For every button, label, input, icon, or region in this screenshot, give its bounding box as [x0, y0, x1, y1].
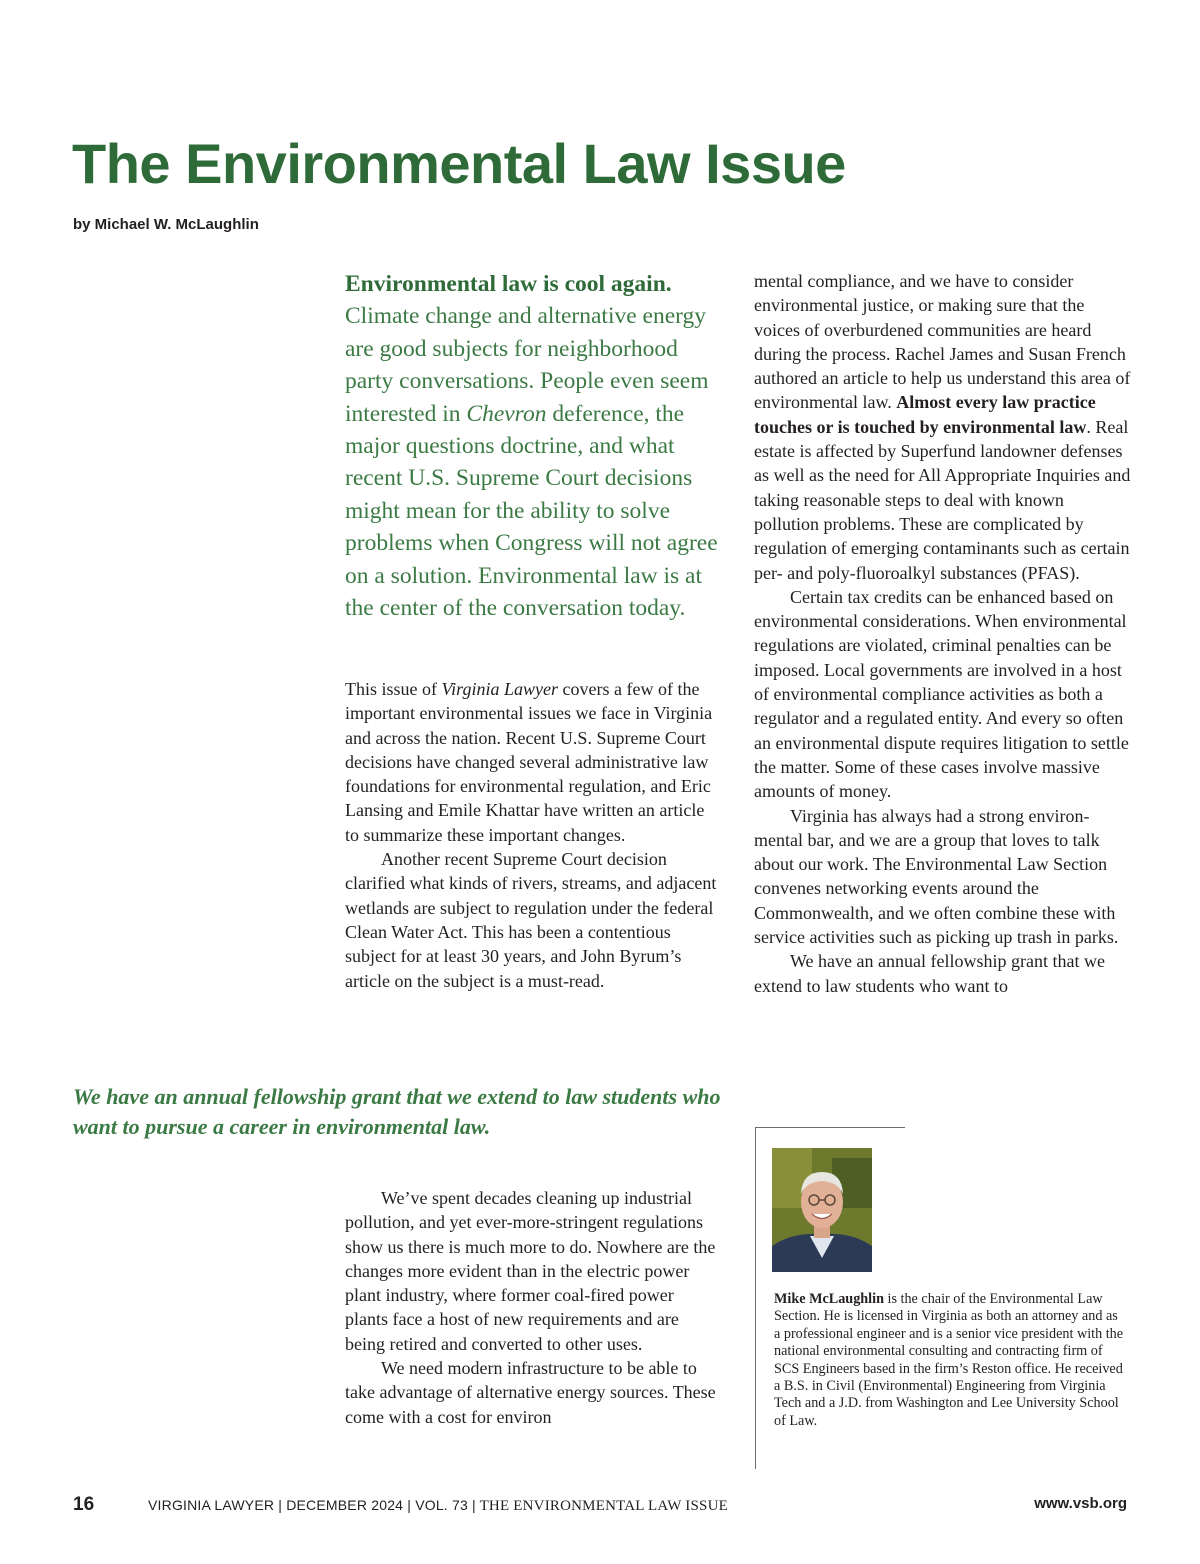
article-title: The Environmental Law Issue [72, 132, 846, 195]
body-paragraph-3: We’ve spent decades cleaning up industrial pollution, and yet ever-more-stringent regulations show us there is much more to do. Nowhere are the changes more evident than in the electric power plant industry, where former coal-fired power plants face a host of new requirements and are being retired and converted to other uses. [345, 1188, 716, 1354]
body-paragraph-7: We have an annual fellowship grant that we extend to law students who want to [754, 951, 1105, 996]
lead-text-1: Climate change and alternative energy are good subjects for neighborhood party conversations. People even seem interested in [345, 303, 709, 427]
body-p4-bold: Almost every law practice touches or is touched by environmental law [754, 392, 1096, 437]
page-number: 16 [73, 1494, 95, 1515]
body-column-right [754, 269, 1132, 998]
lead-bold: Environmental law is cool again. [345, 271, 672, 297]
body-p4-b: . Real estate is affected by Superfund landowner defenses as well as the need for All Appropriate Inquiries and taking reasonable steps to deal with known pollution problems. These are complicated by regulation of emerging contaminants such as certain per- and poly-fluoroalkyl substances (PFAS). [754, 416, 1131, 583]
lead-italic: Chevron [466, 400, 547, 427]
bio-divider-horizontal [755, 1127, 905, 1128]
body-paragraph-4-continued [754, 269, 1132, 585]
body-paragraph-5: Certain tax credits can be enhanced based on environmental considerations. When environmental regulations are violated, criminal penalties can be imposed. Local governments are involved in a host of environmental compliance activities as both a regulator and a regulated entity. And every so often an environmental dispute requires litigation to settle the matter. Some of these cases involve massive amounts of money. [754, 586, 1129, 802]
author-bio [774, 1291, 1126, 1430]
lead-text-2: deference, the major questions doctrine, and what recent U.S. Supreme Court decisions might mean for the ability to solve problems when Congress will not agree on a solution. Environmental law is at the center of the conversation today. [345, 400, 718, 622]
body-column-left-top [345, 677, 720, 993]
body-p1-a: This issue of [345, 679, 442, 699]
body-p4-tail: mental compliance, and we have to consider environmental justice, or making sure that the voices of overburdened communities are heard during the process. Rachel James and Susan French authored an article to help us understand this area of environmental law. [754, 271, 1131, 413]
body-paragraph-6: Virginia has always had a strong environmental bar, and we are a group that loves to talk about our work. The Environmental Law Section convenes networking events around the Commonwealth, and we often combine these with service activities such as picking up trash in parks. [754, 805, 1119, 948]
body-p1-italic: Virginia Lawyer [441, 679, 558, 699]
byline: by Michael W. McLaughlin [73, 216, 259, 233]
pull-quote: We have an annual fellowship grant that we extend to law students who want to pursue a career in environmental law. [73, 1084, 721, 1139]
website-link[interactable]: www.vsb.org [1034, 1495, 1127, 1512]
body-paragraph-2: Another recent Supreme Court decision clarified what kinds of rivers, streams, and adjacent wetlands are subject to regulation under the federal Clean Water Act. This has been a contentious subject for at least 30 years, and John Byrum’s article on the subject is a must-read. [345, 849, 717, 991]
body-p1-b: covers a few of the important environmental issues we face in Virginia and across the nation. Recent U.S. Supreme Court decisions have changed several administrative law foundations for environmental regulation, and Eric Lansing and Emile Khattar have written an article to summarize these important changes. [345, 679, 713, 845]
lead-paragraph [345, 268, 725, 624]
body-p4-continued: We need modern infrastructure to be able to take advantage of alternative energy sources. These come with a cost for environ [345, 1358, 716, 1427]
author-photo [772, 1148, 872, 1272]
publication-info [148, 1497, 728, 1515]
body-paragraph-4-start [345, 1356, 720, 1429]
body-column-left-bottom [345, 1186, 720, 1429]
bio-name: Mike McLaughlin [774, 1291, 884, 1307]
body-paragraph-1 [345, 677, 720, 847]
page-footer [0, 1494, 1200, 1518]
publication-name: VIRGINIA LAWYER | DECEMBER 2024 | VOL. 73 | [148, 1497, 476, 1513]
section-name: THE ENVIRONMENTAL LAW ISSUE [475, 1498, 728, 1514]
bio-divider-vertical [755, 1127, 756, 1469]
bio-text: is the chair of the Environmental Law Section. He is licensed in Virginia as both an attorney and as a professional engineer and is a senior vice president with the national environmental consulting and contracting firm of SCS Engineers based in the firm’s Reston office. He received a B.S. in Civil (Environmental) Engineering from Virginia Tech and a J.D. from Washington and Lee University School of Law. [774, 1291, 1124, 1429]
